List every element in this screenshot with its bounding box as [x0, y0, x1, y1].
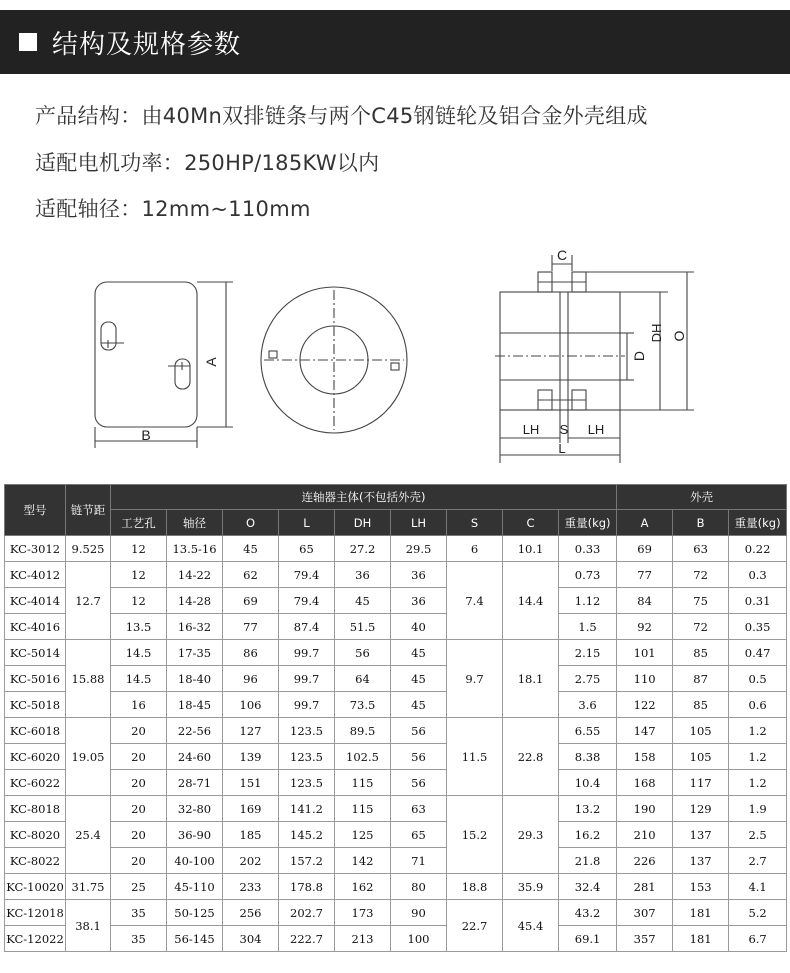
- value-cell: 92: [617, 614, 673, 640]
- value-cell: 63: [391, 796, 447, 822]
- s-cell: 11.5: [447, 718, 503, 796]
- value-cell: 105: [673, 744, 729, 770]
- value-cell: 6.7: [729, 926, 787, 952]
- value-cell: 1.2: [729, 770, 787, 796]
- value-cell: 71: [391, 848, 447, 874]
- section-title: 结构及规格参数: [52, 30, 242, 60]
- group-main-header: 连轴器主体(不包括外壳): [111, 485, 617, 510]
- value-cell: 115: [335, 770, 391, 796]
- value-cell: 0.31: [729, 588, 787, 614]
- value-cell: 69.1: [559, 926, 617, 952]
- coupling-drawing: [0, 240, 790, 470]
- value-cell: 29.5: [391, 536, 447, 562]
- value-cell: 45: [223, 536, 279, 562]
- value-cell: 25: [111, 874, 167, 900]
- value-cell: 56: [391, 744, 447, 770]
- value-cell: 50-125: [167, 900, 223, 926]
- pitch-cell: 31.75: [66, 874, 111, 900]
- table-row: [5, 874, 787, 900]
- value-cell: 2.5: [729, 822, 787, 848]
- value-cell: 158: [617, 744, 673, 770]
- value-cell: 56: [335, 640, 391, 666]
- value-cell: 101: [617, 640, 673, 666]
- pitch-cell: 25.4: [66, 796, 111, 874]
- dim-s-label: S: [559, 422, 569, 437]
- s-cell: 9.7: [447, 640, 503, 718]
- table-row: [5, 640, 787, 666]
- value-cell: 129: [673, 796, 729, 822]
- value-cell: 142: [335, 848, 391, 874]
- value-cell: 18-45: [167, 692, 223, 718]
- value-cell: 1.5: [559, 614, 617, 640]
- value-cell: 100: [391, 926, 447, 952]
- value-cell: 127: [223, 718, 279, 744]
- value-cell: 102.5: [335, 744, 391, 770]
- s-cell: 15.2: [447, 796, 503, 874]
- value-cell: 2.7: [729, 848, 787, 874]
- value-cell: 6.55: [559, 718, 617, 744]
- value-cell: 77: [223, 614, 279, 640]
- pitch-cell: 9.525: [66, 536, 111, 562]
- pitch-cell: 12.7: [66, 562, 111, 640]
- table-row: [5, 692, 787, 718]
- dim-b-label: B: [141, 427, 151, 443]
- table-row: [5, 718, 787, 744]
- value-cell: 145.2: [279, 822, 335, 848]
- value-cell: 96: [223, 666, 279, 692]
- value-cell: 32-80: [167, 796, 223, 822]
- c-cell: 45.4: [503, 900, 559, 952]
- value-cell: 13.5: [111, 614, 167, 640]
- model-cell: KC-4016: [5, 614, 66, 640]
- c-cell: 14.4: [503, 562, 559, 640]
- c-cell: 35.9: [503, 874, 559, 900]
- table-row: [5, 614, 787, 640]
- value-cell: 233: [223, 874, 279, 900]
- chain-bottom-icon: [538, 390, 586, 410]
- value-cell: 226: [617, 848, 673, 874]
- value-cell: 80: [391, 874, 447, 900]
- table-row: [5, 588, 787, 614]
- pitch-cell: 38.1: [66, 900, 111, 952]
- sub-header-cell: 重量(kg): [559, 510, 617, 536]
- table-header-row: [5, 485, 787, 510]
- value-cell: 45: [335, 588, 391, 614]
- value-cell: 69: [223, 588, 279, 614]
- value-cell: 168: [617, 770, 673, 796]
- col-model-header: 型号: [5, 485, 66, 536]
- value-cell: 45: [391, 640, 447, 666]
- sub-header-cell: DH: [335, 510, 391, 536]
- value-cell: 79.4: [279, 562, 335, 588]
- value-cell: 256: [223, 900, 279, 926]
- value-cell: 65: [391, 822, 447, 848]
- table-row: [5, 900, 787, 926]
- dim-lh-right-label: LH: [587, 422, 605, 437]
- dim-c-label: C: [556, 247, 568, 263]
- value-cell: 169: [223, 796, 279, 822]
- value-cell: 1.9: [729, 796, 787, 822]
- value-cell: 79.4: [279, 588, 335, 614]
- value-cell: 2.15: [559, 640, 617, 666]
- shaft-range-text: 适配轴径：12mm~110mm: [35, 197, 311, 221]
- value-cell: 1.2: [729, 718, 787, 744]
- value-cell: 147: [617, 718, 673, 744]
- value-cell: 16: [111, 692, 167, 718]
- value-cell: 123.5: [279, 770, 335, 796]
- model-cell: KC-4014: [5, 588, 66, 614]
- shell-outline: [95, 282, 197, 427]
- value-cell: 40-100: [167, 848, 223, 874]
- value-cell: 3.6: [559, 692, 617, 718]
- value-cell: 122: [617, 692, 673, 718]
- value-cell: 20: [111, 822, 167, 848]
- value-cell: 86: [223, 640, 279, 666]
- model-cell: KC-8022: [5, 848, 66, 874]
- value-cell: 20: [111, 718, 167, 744]
- sub-header-cell: L: [279, 510, 335, 536]
- model-cell: KC-3012: [5, 536, 66, 562]
- value-cell: 16-32: [167, 614, 223, 640]
- s-cell: 18.8: [447, 874, 503, 900]
- value-cell: 304: [223, 926, 279, 952]
- value-cell: 35: [111, 926, 167, 952]
- value-cell: 14-22: [167, 562, 223, 588]
- c-cell: 29.3: [503, 796, 559, 874]
- value-cell: 178.8: [279, 874, 335, 900]
- value-cell: 0.35: [729, 614, 787, 640]
- model-cell: KC-6018: [5, 718, 66, 744]
- value-cell: 72: [673, 562, 729, 588]
- pitch-cell: 15.88: [66, 640, 111, 718]
- value-cell: 13.2: [559, 796, 617, 822]
- motor-power-text: 适配电机功率：250HP/185KW以内: [35, 151, 380, 175]
- dim-dh-label: DH: [649, 323, 664, 343]
- value-cell: 90: [391, 900, 447, 926]
- s-cell: 7.4: [447, 562, 503, 640]
- product-structure-text: 产品结构：由40Mn双排链条与两个C45钢链轮及铝合金外壳组成: [35, 104, 648, 128]
- model-cell: KC-5018: [5, 692, 66, 718]
- value-cell: 56: [391, 718, 447, 744]
- value-cell: 0.3: [729, 562, 787, 588]
- value-cell: 84: [617, 588, 673, 614]
- model-cell: KC-5016: [5, 666, 66, 692]
- table-row: [5, 926, 787, 952]
- s-cell: 22.7: [447, 900, 503, 952]
- c-cell: 18.1: [503, 640, 559, 718]
- value-cell: 5.2: [729, 900, 787, 926]
- value-cell: 20: [111, 744, 167, 770]
- value-cell: 35: [111, 900, 167, 926]
- value-cell: 73.5: [335, 692, 391, 718]
- value-cell: 63: [673, 536, 729, 562]
- value-cell: 36-90: [167, 822, 223, 848]
- value-cell: 190: [617, 796, 673, 822]
- value-cell: 307: [617, 900, 673, 926]
- value-cell: 222.7: [279, 926, 335, 952]
- spec-table: [4, 484, 787, 952]
- setscrew-hole: [391, 363, 399, 370]
- value-cell: 99.7: [279, 692, 335, 718]
- value-cell: 36: [391, 562, 447, 588]
- value-cell: 106: [223, 692, 279, 718]
- value-cell: 99.7: [279, 640, 335, 666]
- value-cell: 24-60: [167, 744, 223, 770]
- value-cell: 210: [617, 822, 673, 848]
- value-cell: 117: [673, 770, 729, 796]
- table-row: [5, 848, 787, 874]
- value-cell: 10.4: [559, 770, 617, 796]
- sub-header-cell: 工艺孔: [111, 510, 167, 536]
- setscrew-hole: [269, 351, 277, 358]
- value-cell: 202: [223, 848, 279, 874]
- table-row: [5, 536, 787, 562]
- pitch-cell: 19.05: [66, 718, 111, 796]
- value-cell: 45-110: [167, 874, 223, 900]
- value-cell: 65: [279, 536, 335, 562]
- value-cell: 13.5-16: [167, 536, 223, 562]
- sub-header-cell: 重量(kg): [729, 510, 787, 536]
- model-cell: KC-12018: [5, 900, 66, 926]
- sub-header-cell: S: [447, 510, 503, 536]
- value-cell: 162: [335, 874, 391, 900]
- group-shell-header: 外壳: [617, 485, 787, 510]
- value-cell: 105: [673, 718, 729, 744]
- value-cell: 20: [111, 848, 167, 874]
- sub-header-cell: C: [503, 510, 559, 536]
- value-cell: 0.22: [729, 536, 787, 562]
- c-cell: 22.8: [503, 718, 559, 796]
- value-cell: 181: [673, 926, 729, 952]
- value-cell: 0.6: [729, 692, 787, 718]
- sub-header-cell: 轴径: [167, 510, 223, 536]
- value-cell: 14.5: [111, 666, 167, 692]
- sub-header-cell: O: [223, 510, 279, 536]
- value-cell: 151: [223, 770, 279, 796]
- value-cell: 12: [111, 588, 167, 614]
- value-cell: 89.5: [335, 718, 391, 744]
- value-cell: 62: [223, 562, 279, 588]
- value-cell: 99.7: [279, 666, 335, 692]
- value-cell: 87.4: [279, 614, 335, 640]
- value-cell: 2.75: [559, 666, 617, 692]
- sub-header-cell: A: [617, 510, 673, 536]
- value-cell: 43.2: [559, 900, 617, 926]
- square-icon: [19, 33, 37, 51]
- value-cell: 51.5: [335, 614, 391, 640]
- shell-slot-icon: [101, 322, 124, 350]
- value-cell: 357: [617, 926, 673, 952]
- value-cell: 202.7: [279, 900, 335, 926]
- table-row: [5, 796, 787, 822]
- value-cell: 16.2: [559, 822, 617, 848]
- value-cell: 45: [391, 666, 447, 692]
- model-cell: KC-6022: [5, 770, 66, 796]
- table-row: [5, 822, 787, 848]
- value-cell: 137: [673, 822, 729, 848]
- value-cell: 141.2: [279, 796, 335, 822]
- value-cell: 28-71: [167, 770, 223, 796]
- dim-a-label: A: [203, 357, 219, 367]
- value-cell: 64: [335, 666, 391, 692]
- dim-l-label: L: [558, 441, 566, 456]
- dim-d-label: D: [631, 350, 647, 362]
- value-cell: 123.5: [279, 744, 335, 770]
- value-cell: 12: [111, 536, 167, 562]
- value-cell: 56-145: [167, 926, 223, 952]
- value-cell: 110: [617, 666, 673, 692]
- model-cell: KC-8018: [5, 796, 66, 822]
- value-cell: 14-28: [167, 588, 223, 614]
- sub-header-cell: B: [673, 510, 729, 536]
- model-cell: KC-12022: [5, 926, 66, 952]
- value-cell: 21.8: [559, 848, 617, 874]
- model-cell: KC-6020: [5, 744, 66, 770]
- table-row: [5, 666, 787, 692]
- value-cell: 1.12: [559, 588, 617, 614]
- value-cell: 22-56: [167, 718, 223, 744]
- value-cell: 85: [673, 640, 729, 666]
- value-cell: 45: [391, 692, 447, 718]
- value-cell: 0.33: [559, 536, 617, 562]
- value-cell: 32.4: [559, 874, 617, 900]
- value-cell: 20: [111, 796, 167, 822]
- value-cell: 213: [335, 926, 391, 952]
- value-cell: 115: [335, 796, 391, 822]
- chain-top-icon: [538, 272, 586, 292]
- value-cell: 27.2: [335, 536, 391, 562]
- value-cell: 18-40: [167, 666, 223, 692]
- value-cell: 8.38: [559, 744, 617, 770]
- value-cell: 85: [673, 692, 729, 718]
- table-subheader-row: [5, 510, 787, 536]
- dim-o-label: O: [671, 330, 687, 342]
- value-cell: 69: [617, 536, 673, 562]
- value-cell: 1.2: [729, 744, 787, 770]
- model-cell: KC-8020: [5, 822, 66, 848]
- value-cell: 14.5: [111, 640, 167, 666]
- model-cell: KC-10020: [5, 874, 66, 900]
- value-cell: 4.1: [729, 874, 787, 900]
- dim-lh-left-label: LH: [522, 422, 540, 437]
- sub-header-cell: LH: [391, 510, 447, 536]
- value-cell: 0.73: [559, 562, 617, 588]
- value-cell: 153: [673, 874, 729, 900]
- value-cell: 72: [673, 614, 729, 640]
- section-header: [0, 10, 790, 74]
- value-cell: 173: [335, 900, 391, 926]
- table-row: [5, 744, 787, 770]
- value-cell: 139: [223, 744, 279, 770]
- value-cell: 123.5: [279, 718, 335, 744]
- value-cell: 125: [335, 822, 391, 848]
- s-cell: 6: [447, 536, 503, 562]
- value-cell: 185: [223, 822, 279, 848]
- value-cell: 87: [673, 666, 729, 692]
- value-cell: 56: [391, 770, 447, 796]
- value-cell: 281: [617, 874, 673, 900]
- col-pitch-header: 链节距: [66, 485, 111, 536]
- model-cell: KC-5014: [5, 640, 66, 666]
- value-cell: 36: [335, 562, 391, 588]
- value-cell: 77: [617, 562, 673, 588]
- value-cell: 0.5: [729, 666, 787, 692]
- value-cell: 137: [673, 848, 729, 874]
- value-cell: 17-35: [167, 640, 223, 666]
- value-cell: 12: [111, 562, 167, 588]
- value-cell: 157.2: [279, 848, 335, 874]
- model-cell: KC-4012: [5, 562, 66, 588]
- c-cell: 10.1: [503, 536, 559, 562]
- value-cell: 0.47: [729, 640, 787, 666]
- value-cell: 20: [111, 770, 167, 796]
- value-cell: 40: [391, 614, 447, 640]
- value-cell: 36: [391, 588, 447, 614]
- table-row: [5, 770, 787, 796]
- value-cell: 181: [673, 900, 729, 926]
- table-row: [5, 562, 787, 588]
- shell-slot-icon: [168, 359, 190, 389]
- value-cell: 75: [673, 588, 729, 614]
